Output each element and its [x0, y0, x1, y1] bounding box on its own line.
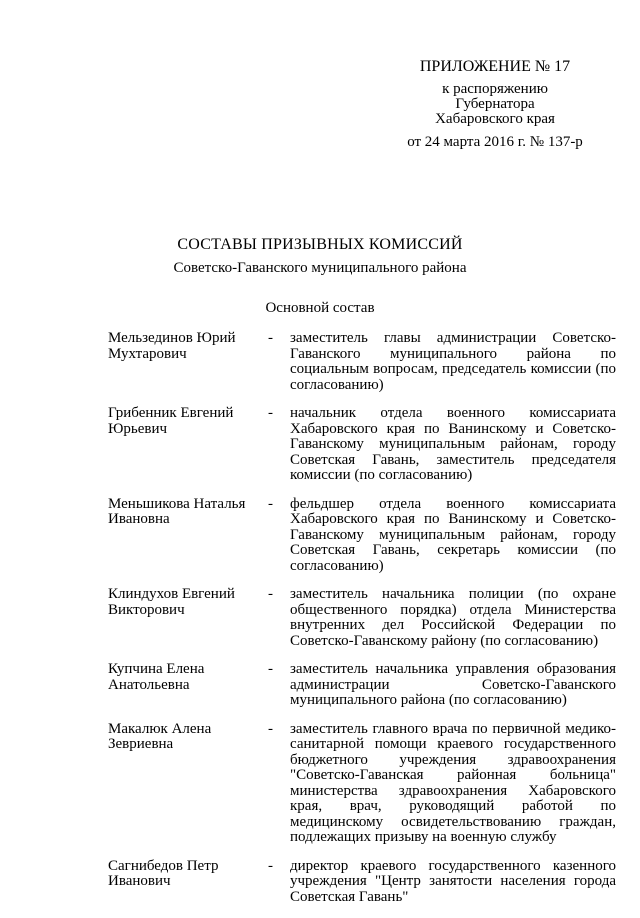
member-role: фельдшер отдела военного комиссариата Хабаровского края по Ванинскому и Советско-Гаванскому муниципальным районам, городу Советская Гавань, секретарь комиссии (по согласованию): [290, 495, 616, 574]
appendix-number: ПРИЛОЖЕНИЕ № 17: [419, 58, 571, 75]
appendix-line-2: Губернатора: [455, 96, 535, 112]
members-list: [108, 331, 616, 918]
member-dash: -: [268, 330, 273, 346]
member-name: Купчина Елена Анатольевна: [108, 661, 205, 693]
member-dash: -: [268, 495, 273, 512]
member-role: начальник отдела военного комиссариата Хабаровского края по Ванинскому и Советско-Гаванскому муниципальным районам, городу Советская Гавань, заместитель председателя комиссии (по согласованию): [290, 405, 616, 483]
member-dash: -: [268, 405, 273, 421]
member-name: Клиндухов Евгений Викторович: [108, 586, 235, 618]
member-row: [108, 859, 616, 906]
appendix-line-3: Хабаровского края: [435, 111, 555, 127]
document-title: СОСТАВЫ ПРИЗЫВНЫХ КОМИССИЙ: [177, 236, 463, 253]
appendix-line-1: к распоряжению: [442, 81, 548, 97]
member-role: заместитель начальника полиции (по охране общественного порядка) отдела Министерства внутренних дел Российской Федерации по Советско-Гаванскому району (по согласованию): [290, 586, 616, 649]
title-block: [0, 236, 640, 317]
appendix-date: от 24 марта 2016 г. № 137-р: [407, 134, 583, 150]
member-row: [108, 331, 616, 393]
member-name: Грибенник Евгений Юрьевич: [108, 405, 234, 437]
member-name: Макалюк Алена Зевриевна: [108, 720, 212, 752]
member-row: [108, 406, 616, 484]
section-heading: Основной состав: [265, 300, 375, 316]
member-dash: -: [268, 661, 273, 677]
document-subtitle: Советско-Гаванского муниципального района: [173, 260, 467, 276]
member-role: заместитель главного врача по первичной медико-санитарной помощи краевого государственного бюджетного учреждения здравоохранения "Советско-Гаванская районная больница" министерства здравоохранения Хабаровского края, врач, руководящий работой по медицинскому освидетельствованию граждан, подлежащих призыву на военную службу: [290, 720, 616, 845]
member-row: [108, 662, 616, 709]
member-name: Сагнибедов Петр Иванович: [108, 857, 219, 889]
member-role: заместитель начальника управления образования администрации Советско-Гаванского муниципального района (по согласованию): [290, 661, 616, 708]
member-row: [108, 722, 616, 846]
member-role: директор краевого государственного казенного учреждения "Центр занятости населения города Советская Гавань": [290, 857, 616, 905]
member-row: [108, 587, 616, 649]
member-role: заместитель главы администрации Советско-Гаванского муниципального района по социальным вопросам, председатель комиссии (по согласованию): [290, 330, 616, 393]
member-dash: -: [268, 857, 273, 874]
member-dash: -: [268, 586, 273, 602]
member-row: [108, 497, 616, 575]
member-dash: -: [268, 720, 273, 737]
appendix-header: [390, 58, 600, 150]
member-name: Мельзединов Юрий Мухтарович: [108, 330, 236, 362]
member-name: Меньшикова Наталья Ивановна: [108, 495, 246, 527]
